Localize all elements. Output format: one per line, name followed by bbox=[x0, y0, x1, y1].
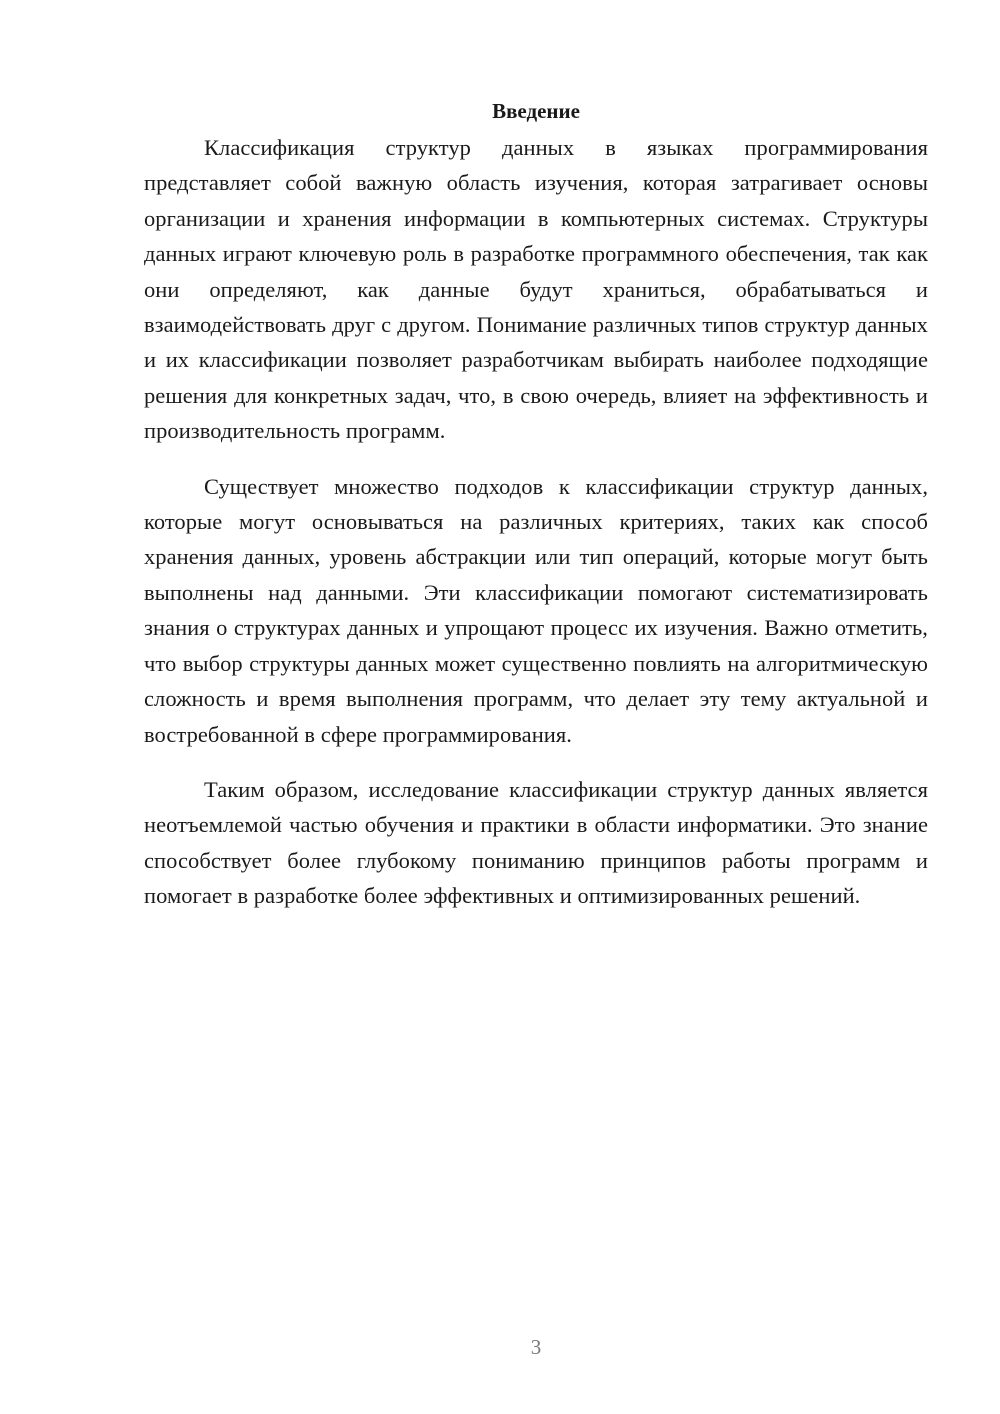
paragraph-2: Существует множество подходов к классификации структур данных, которые могут основываться на различных критериях, таких как способ хранения данных, уровень абстракции или тип операций, которые могут быть выполнены над данными. Эти классификации помогают систематизировать знания о структурах данных и упрощают процесс их изучения. Важно отметить, что выбор структуры данных может существенно повлиять на алгоритмическую сложность и время выполнения программ, что делает эту тему актуальной и востребованной в сфере программирования. bbox=[144, 473, 928, 747]
paragraph-1: Классификация структур данных в языках программирования представляет собой важную область изучения, которая затрагивает основы организации и хранения информации в компьютерных системах. Структуры данных играют ключевую роль в разработке программного обеспечения, так как они определяют, как данные будут храниться, обрабатываться и взаимодействовать друг с другом. Понимание различных типов структур данных и их классификации позволяет разработчикам выбирать наиболее подходящие решения для конкретных задач, что, в свою очередь, влияет на эффективность и производительность программ. bbox=[144, 135, 928, 444]
section-heading: Введение bbox=[492, 99, 580, 123]
paragraph-3: Таким образом, исследование классификации структур данных является неотъемлемой частью обучения и практики в области информатики. Это знание способствует более глубокому пониманию принципов работы программ и помогает в разработке более эффективных и оптимизированных решений. bbox=[144, 776, 928, 909]
page-number: 3 bbox=[530, 1335, 542, 1359]
page-content bbox=[144, 94, 928, 914]
